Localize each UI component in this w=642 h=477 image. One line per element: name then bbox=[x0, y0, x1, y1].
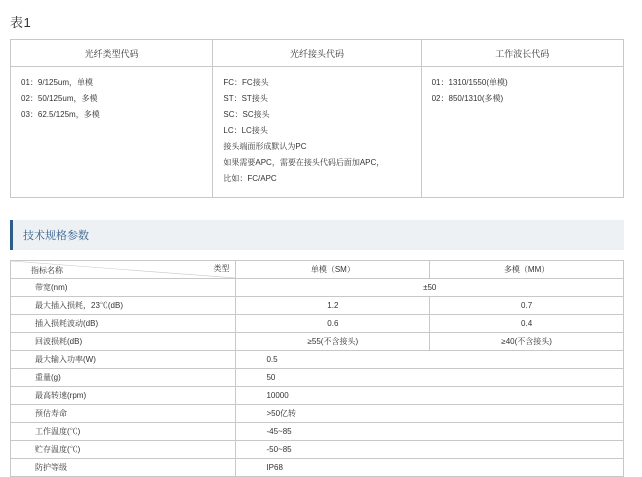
table-row bbox=[11, 441, 624, 459]
row-label: 回波损耗(dB) bbox=[11, 333, 236, 351]
row-value-sm: 0.6 bbox=[236, 315, 430, 333]
section-title-specs: 技术规格参数 bbox=[10, 220, 624, 250]
table-row bbox=[11, 315, 624, 333]
list-item: SC：SC接头 bbox=[223, 110, 270, 119]
list-item: 比如：FC/APC bbox=[223, 174, 277, 183]
table-row bbox=[11, 369, 624, 387]
row-value-sm: 1.2 bbox=[236, 297, 430, 315]
row-label: 防护等级 bbox=[11, 459, 236, 477]
row-label: 最大插入损耗，23℃(dB) bbox=[11, 297, 236, 315]
row-value-mm: 0.4 bbox=[430, 315, 624, 333]
table-row bbox=[11, 67, 624, 198]
table1-caption: 表1 bbox=[10, 15, 32, 30]
list-item: 02：50/125um，多模 bbox=[21, 94, 98, 103]
header-fiber-type: 光纤类型代码 bbox=[11, 40, 213, 67]
cell-fiber-type bbox=[11, 67, 213, 198]
header-single-mode: 单模（SM） bbox=[236, 261, 430, 279]
list-item: 02：850/1310(多模) bbox=[431, 94, 504, 103]
row-label: 工作温度(℃) bbox=[11, 423, 236, 441]
row-value-both: 0.5 bbox=[236, 351, 624, 369]
header-label-metric: 指标名称 bbox=[31, 266, 63, 275]
row-value-both: 50 bbox=[236, 369, 624, 387]
row-value-mm: ≥40(不含接头) bbox=[430, 333, 624, 351]
row-label: 贮存温度(℃) bbox=[11, 441, 236, 459]
row-label: 最大输入功率(W) bbox=[11, 351, 236, 369]
cell-connector-code bbox=[213, 67, 421, 198]
table-header-row bbox=[11, 261, 624, 279]
table-technical-specs bbox=[10, 260, 624, 477]
list-item: 接头端面形成默认为PC bbox=[223, 142, 307, 151]
list-item: LC：LC接头 bbox=[223, 126, 268, 135]
row-label: 重量(g) bbox=[11, 369, 236, 387]
row-value-both: -45~85 bbox=[236, 423, 624, 441]
header-diagonal-cell bbox=[11, 261, 236, 279]
table-row bbox=[11, 459, 624, 477]
row-label: 预估寿命 bbox=[11, 405, 236, 423]
list-item: 01：1310/1550(单模) bbox=[431, 78, 508, 87]
row-value-sm: ≥55(不含接头) bbox=[236, 333, 430, 351]
table-row bbox=[11, 279, 624, 297]
table-row bbox=[11, 387, 624, 405]
row-value-both: >50亿转 bbox=[236, 405, 624, 423]
row-value-both: 10000 bbox=[236, 387, 624, 405]
row-label: 带宽(nm) bbox=[11, 279, 236, 297]
row-value-both: IP68 bbox=[236, 459, 624, 477]
header-multi-mode: 多模（MM） bbox=[430, 261, 624, 279]
table-row bbox=[11, 351, 624, 369]
table-row bbox=[11, 423, 624, 441]
list-item: ST：ST接头 bbox=[223, 94, 268, 103]
table-row bbox=[11, 297, 624, 315]
row-label: 最高转速(rpm) bbox=[11, 387, 236, 405]
list-item: 01：9/125um，单模 bbox=[21, 78, 94, 87]
cell-wavelength-code bbox=[421, 67, 623, 198]
table-row bbox=[11, 405, 624, 423]
list-item: 如果需要APC，需要在接头代码后面加APC， bbox=[223, 158, 385, 167]
table-row bbox=[11, 333, 624, 351]
table-fiber-codes bbox=[10, 39, 624, 198]
table-header-row bbox=[11, 40, 624, 67]
header-label-type: 类型 bbox=[213, 264, 230, 273]
header-wavelength-code: 工作波长代码 bbox=[421, 40, 623, 67]
list-item: 03：62.5/125m，多模 bbox=[21, 110, 100, 119]
row-label: 插入损耗波动(dB) bbox=[11, 315, 236, 333]
row-value-both: -50~85 bbox=[236, 441, 624, 459]
list-item: FC：FC接头 bbox=[223, 78, 269, 87]
header-connector-code: 光纤接头代码 bbox=[213, 40, 421, 67]
row-value-both: ±50 bbox=[236, 279, 624, 297]
row-value-mm: 0.7 bbox=[430, 297, 624, 315]
